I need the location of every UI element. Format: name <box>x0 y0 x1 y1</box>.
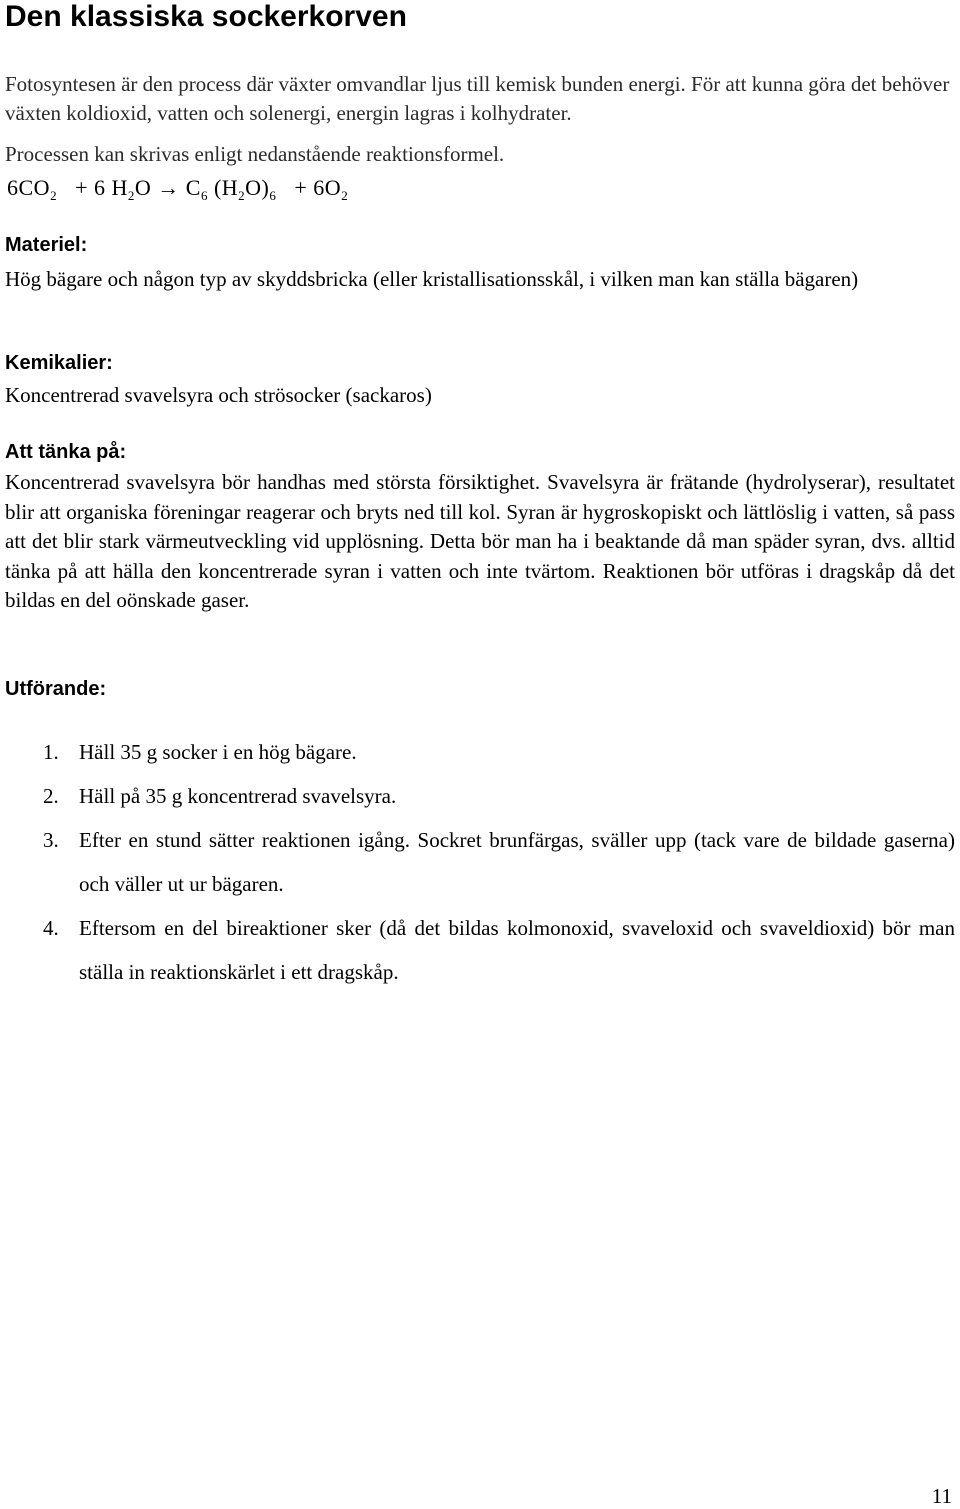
formula-arrow: → <box>157 175 180 200</box>
formula-subscript: 2 <box>238 188 246 203</box>
formula-subscript: 2 <box>341 188 349 203</box>
formula-term: O) <box>245 175 270 200</box>
intro-section <box>5 70 955 179</box>
intro-paragraph-2: Processen kan skrivas enligt nedanstående reaktionsformel. <box>5 142 505 166</box>
formula-subscript: 2 <box>50 188 58 203</box>
materiel-heading: Materiel: <box>5 234 88 256</box>
utforande-heading: Utförande: <box>5 678 107 700</box>
att-tanka-text: Koncentrerad svavelsyra bör handhas med största försiktighet. Svavelsyra är frätande (hydrolyserar), resultatet blir att organiska föreningar reagerar och bryts ned till kol. Syran är hygroskopiskt och lättlöslig i vatten, så pass att det blir stark värmeutveckling vid upplösning. Detta bör man ha i beaktande då man späder syran, dvs. alltid tänka på att hälla den koncentrerade syran i vatten och inte tvärtom. Reaktionen bör utföras i dragskåp då det bildas en del oönskade gaser. <box>5 470 955 612</box>
formula-subscript: 2 <box>127 188 135 203</box>
step-text: Eftersom en del bireaktioner sker (då det bildas kolmonoxid, svaveloxid och svaveldioxid) bör man ställa in reaktionskärlet i ett dragskåp. <box>79 916 955 984</box>
formula-term: O <box>134 175 152 200</box>
formula-term: C <box>185 175 201 200</box>
step-number: 2. <box>43 784 59 808</box>
formula-term: (H <box>213 175 239 200</box>
intro-paragraph-1: Fotosyntesen är den process där växter omvandlar ljus till kemisk bunden energi. För att kunna göra det behöver växten koldioxid, vatten och solenergi, energin lagras i kolhydrater. <box>5 72 950 125</box>
materiel-text: Hög bägare och någon typ av skyddsbricka (eller kristallisationsskål, i vilken man kan ställa bägaren) <box>5 267 859 291</box>
step-number: 4. <box>43 916 59 940</box>
att-tanka-heading: Att tänka på: <box>5 441 127 463</box>
formula-subscript: 6 <box>269 188 277 203</box>
list-item <box>5 774 955 818</box>
formula-term: + 6O <box>294 175 342 200</box>
kemikalier-text: Koncentrerad svavelsyra och strösocker (sackaros) <box>5 383 432 407</box>
page-number: 11 <box>931 1484 952 1508</box>
step-number: 3. <box>43 828 59 852</box>
list-item <box>5 906 955 994</box>
step-number: 1. <box>43 740 59 764</box>
page-title: Den klassiska sockerkorven <box>5 0 407 33</box>
step-text: Häll på 35 g koncentrerad svavelsyra. <box>79 784 397 808</box>
list-item <box>5 818 955 906</box>
formula-term: H <box>111 175 128 200</box>
formula-term: + 6 <box>75 175 106 200</box>
kemikalier-heading: Kemikalier: <box>5 352 113 374</box>
step-text: Häll 35 g socker i en hög bägare. <box>79 740 357 764</box>
list-item <box>5 730 955 774</box>
step-text: Efter en stund sätter reaktionen igång. Sockret brunfärgas, sväller upp (tack vare de bildade gaserna) och väller ut ur bägaren. <box>79 828 955 896</box>
formula-term: 6CO <box>7 175 51 200</box>
procedure-steps <box>5 730 955 994</box>
formula-subscript: 6 <box>200 188 208 203</box>
reaction-formula <box>7 174 348 210</box>
